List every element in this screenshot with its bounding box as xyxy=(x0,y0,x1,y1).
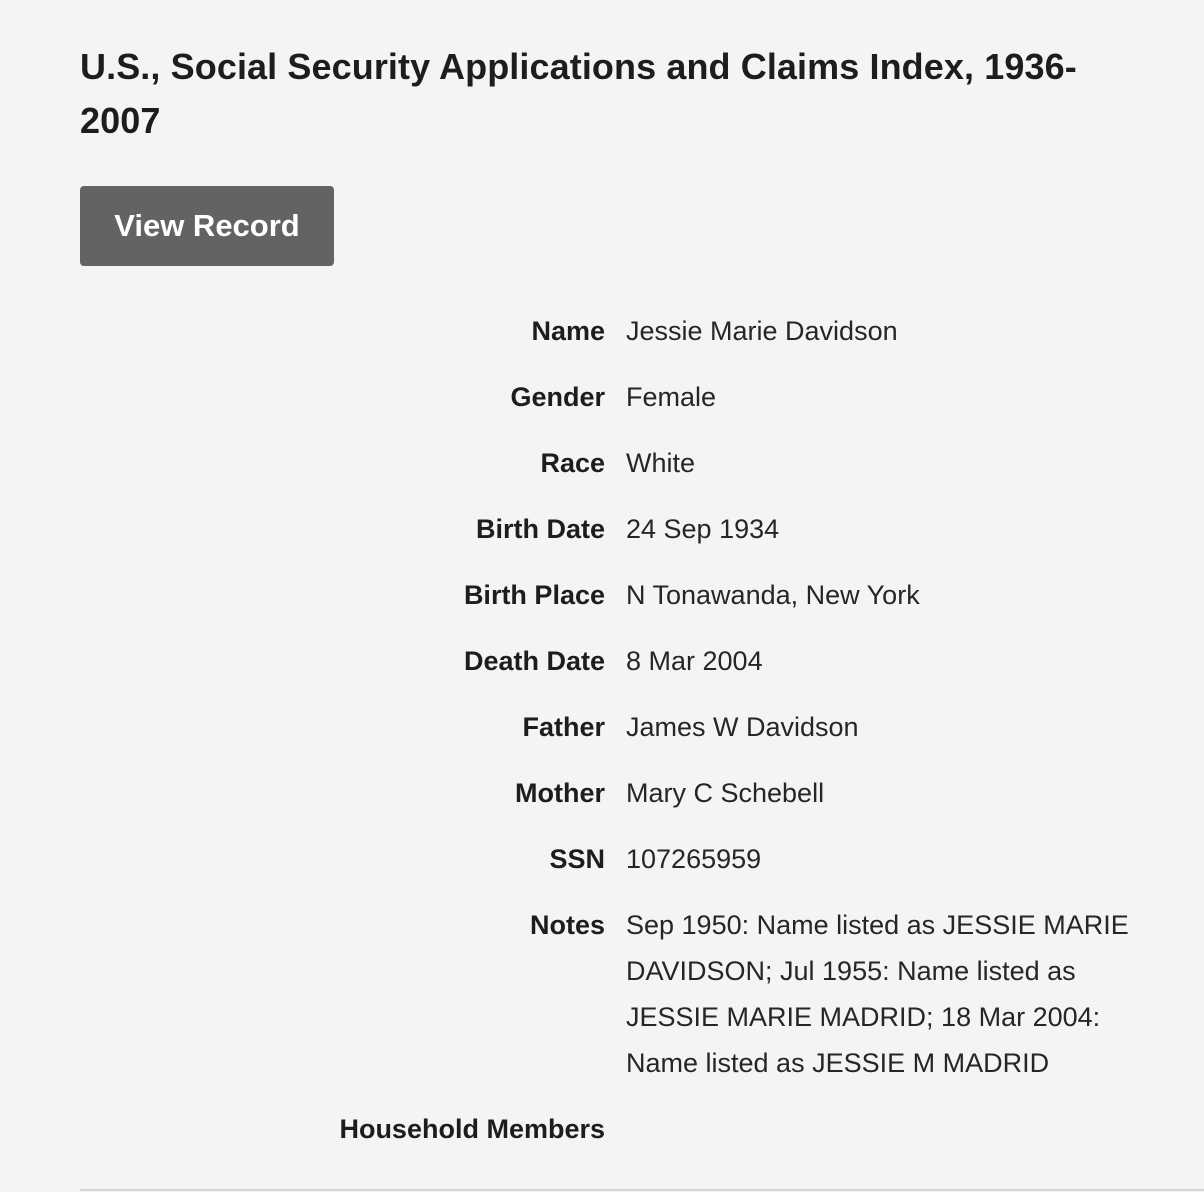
ssn-value: 107265959 xyxy=(626,844,762,874)
father-label: Father xyxy=(522,712,605,742)
birth-place-label: Birth Place xyxy=(463,580,605,610)
birth-date-label: Birth Date xyxy=(475,514,605,544)
record-page xyxy=(80,40,1150,1144)
view-record-button[interactable]: View Record xyxy=(80,186,334,266)
section-divider xyxy=(80,1189,1204,1191)
name-label: Name xyxy=(531,316,605,346)
notes-label: Notes xyxy=(529,910,605,940)
death-date-label: Death Date xyxy=(463,646,605,676)
race-label: Race xyxy=(540,448,605,478)
race-value: White xyxy=(626,448,696,478)
mother-value: Mary C Schebell xyxy=(626,778,825,808)
detail-row-gender xyxy=(80,374,1150,440)
detail-row-birth-date xyxy=(80,506,1150,572)
gender-label: Gender xyxy=(510,382,605,412)
gender-value: Female xyxy=(626,382,717,412)
detail-row-household-members xyxy=(80,1106,1150,1172)
detail-row-race xyxy=(80,440,1150,506)
detail-row-birth-place xyxy=(80,572,1150,638)
name-value: Jessie Marie Davidson xyxy=(626,316,898,346)
record-title: U.S., Social Security Applications and Claims Index, 1936-2007 xyxy=(80,46,1077,141)
detail-row-name xyxy=(80,308,1150,374)
birth-place-value: N Tonawanda, New York xyxy=(626,580,920,610)
household-members-value xyxy=(626,1106,1150,1126)
record-details xyxy=(80,308,1150,1172)
mother-label: Mother xyxy=(515,778,605,808)
detail-row-death-date xyxy=(80,638,1150,704)
death-date-value: 8 Mar 2004 xyxy=(626,646,763,676)
detail-row-father xyxy=(80,704,1150,770)
detail-row-mother xyxy=(80,770,1150,836)
father-value: James W Davidson xyxy=(626,712,859,742)
detail-row-notes xyxy=(80,902,1150,1106)
detail-row-ssn xyxy=(80,836,1150,902)
ssn-label: SSN xyxy=(549,844,605,874)
household-members-label: Household Members xyxy=(339,1114,605,1144)
birth-date-value: 24 Sep 1934 xyxy=(626,514,780,544)
notes-value: Sep 1950: Name listed as JESSIE MARIE DAVIDSON; Jul 1955: Name listed as JESSIE MARIE MADRID; 18 Mar 2004: Name listed as JESSIE M MADRID xyxy=(626,910,1129,1078)
